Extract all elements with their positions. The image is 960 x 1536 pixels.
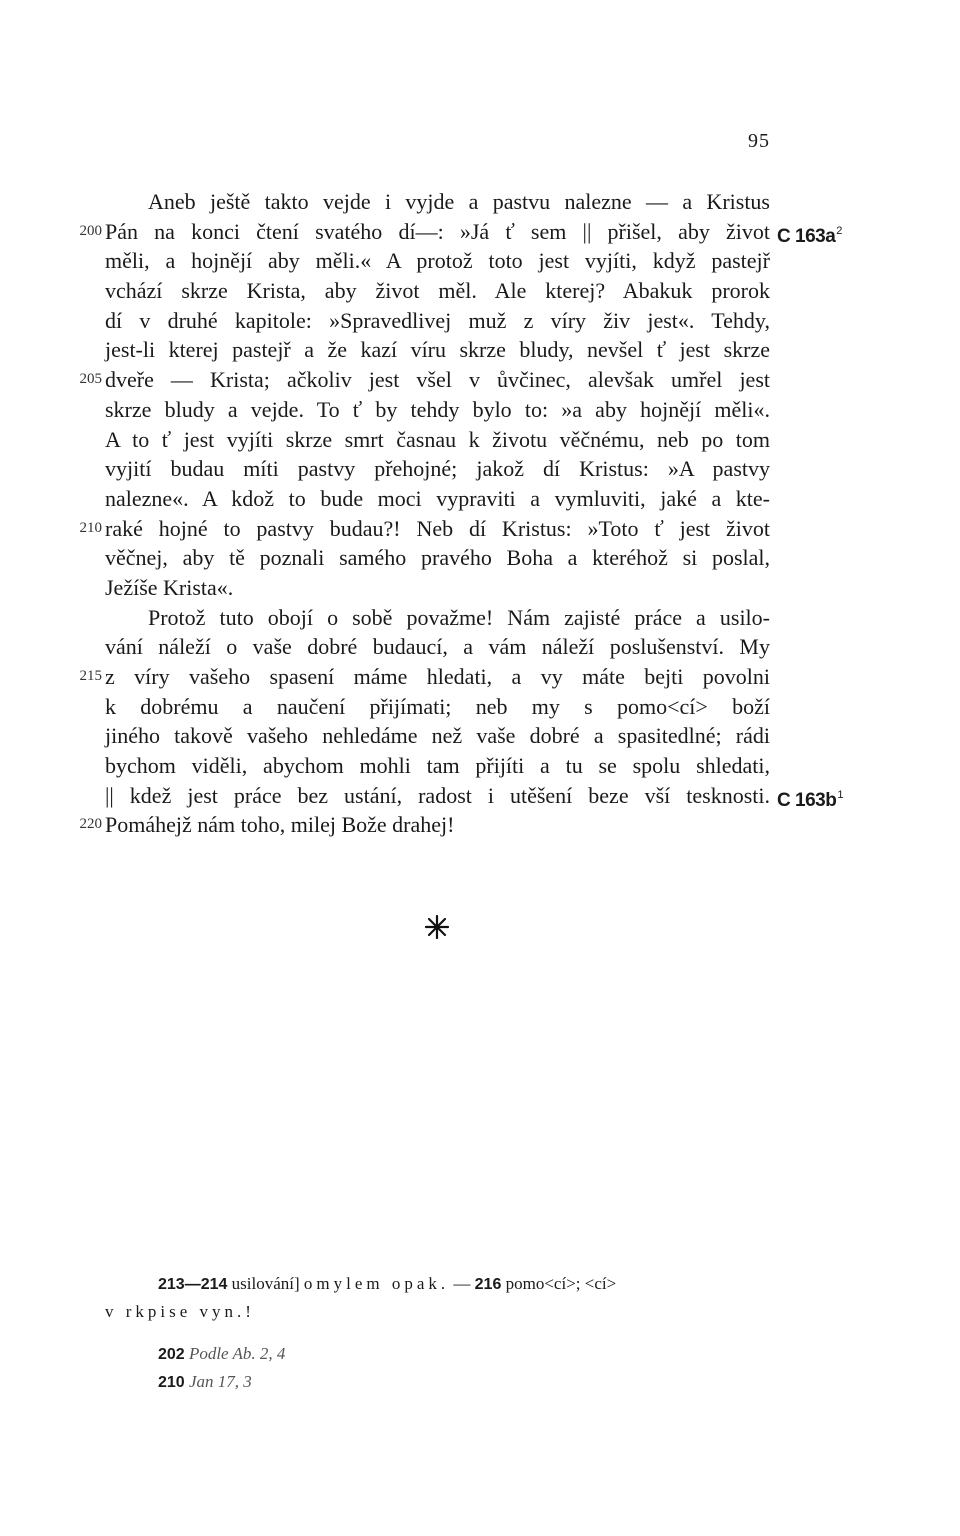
text-line (0, 395, 960, 425)
apparatus-ref: 216 (474, 1276, 502, 1293)
line-text: vyjití budau míti pastvy přehojné; jakož dí Kristus: »A pastvy (105, 456, 770, 482)
line-number: 200 (79, 222, 102, 239)
text-line (0, 187, 960, 217)
line-number: 215 (79, 668, 102, 684)
apparatus-source (0, 1340, 960, 1368)
text-line (0, 514, 960, 544)
line-text: Protož tuto obojí o sobě považme! Nám zajisté práce a usilo- (148, 604, 770, 630)
line-text: Aneb ještě takto vejde i vyjde a pastvu nalezne — a Kristus (148, 189, 770, 214)
critical-apparatus (0, 1270, 960, 1396)
text-line (0, 751, 960, 781)
page-number: 95 (748, 130, 770, 152)
text-line (0, 662, 960, 692)
line-text: věčnej, aby tě poznali samého pravého Boha a kteréhož si poslal, (105, 545, 770, 571)
line-text: dí v druhé kapitole: »Spravedlivej muž z víry živ jest«. Tehdy, (105, 307, 770, 333)
apparatus-separator: — (453, 1274, 471, 1293)
line-text: z víry vašeho spasení máme hledati, a vy máte bejti povolni (105, 664, 770, 689)
text-line (0, 543, 960, 573)
line-text: Pán na konci čtení svatého dí—: »Já ť sem || přišel, aby život (105, 218, 770, 244)
text-line (0, 365, 960, 395)
line-text: Ježíše Krista«. (105, 574, 234, 600)
text-line (0, 692, 960, 722)
apparatus-source (0, 1368, 960, 1396)
line-text: vání náleží o vaše dobré budaucí, a vám náleží poslušenství. My (105, 634, 770, 660)
line-text: jiného takově vašeho nehledáme než vaše dobré a spasitedlné; rádi (105, 723, 770, 749)
folio-ref-column: 1 (837, 788, 843, 801)
line-text: jest-li kterej pastejř a že kazí víru skrze bludy, nevšel ť jest skrze (105, 337, 770, 363)
text-line (0, 425, 960, 455)
line-number: 210 (79, 519, 102, 536)
line-text: Pomáhejž nám toho, milej Bože drahej! (105, 812, 455, 838)
line-text: || kdež jest práce bez ustání, radost i utěšení beze vší tesknosti. (105, 782, 770, 808)
apparatus-variants-cont (0, 1298, 960, 1326)
text-line (0, 721, 960, 751)
main-text (0, 187, 960, 840)
asterisk-ornament-icon (425, 915, 449, 939)
source-ref: 210 (158, 1374, 185, 1391)
apparatus-variants (0, 1270, 960, 1298)
line-number: 205 (79, 371, 102, 388)
text-line (0, 781, 960, 811)
text-line (0, 306, 960, 336)
source-citation: Podle Ab. 2, 4 (188, 1344, 286, 1363)
line-number: 220 (79, 816, 102, 833)
line-text: A to ť jest vyjíti skrze smrt časnau k životu věčnému, neb po tom (105, 426, 770, 452)
line-text: skrze bludy a vejde. To ť by tehdy bylo to: »a aby hojnějí měli«. (105, 396, 770, 422)
source-ref: 202 (158, 1346, 185, 1363)
text-line (0, 484, 960, 514)
text-line (0, 246, 960, 276)
text-line (0, 632, 960, 662)
apparatus-note: omylem opak. (303, 1274, 450, 1293)
line-text: k dobrému a naučení přijímati; neb my s pomo<cí> boží (105, 693, 770, 719)
source-citation: Jan 17, 3 (188, 1372, 252, 1391)
line-text: raké hojné to pastvy budau?! Neb dí Kristus: »Toto ť jest život (105, 515, 770, 541)
folio-ref-label: C 163b (777, 789, 837, 811)
apparatus-lemma: pomo<cí>; <cí> (505, 1274, 617, 1293)
line-text: měli, a hojnějí aby měli.« A protož toto jest vyjíti, když pastejř (105, 248, 770, 274)
line-text: bychom viděli, abychom mohli tam přijíti a tu se spolu shledati, (105, 753, 770, 779)
text-line (0, 573, 960, 603)
apparatus-note: v rkpise vyn.! (105, 1302, 255, 1321)
apparatus-lemma: usilování] (231, 1274, 300, 1293)
line-text: vchází skrze Krista, aby život měl. Ale kterej? Abakuk prorok (105, 278, 770, 304)
line-text: dveře — Krista; ačkoliv jest všel v ůvčinec, alevšak umřel jest (105, 367, 770, 393)
text-line (0, 276, 960, 306)
text-line (0, 810, 960, 840)
text-line (0, 603, 960, 633)
text-line (0, 217, 960, 247)
line-text: nalezne«. A kdož to bude moci vypraviti a vymluviti, jaké a kte- (105, 485, 770, 511)
text-line (0, 454, 960, 484)
folio-ref-column: 2 (836, 224, 842, 237)
folio-ref-label: C 163a (777, 225, 836, 247)
text-line (0, 335, 960, 365)
apparatus-ref: 213—214 (158, 1276, 228, 1293)
